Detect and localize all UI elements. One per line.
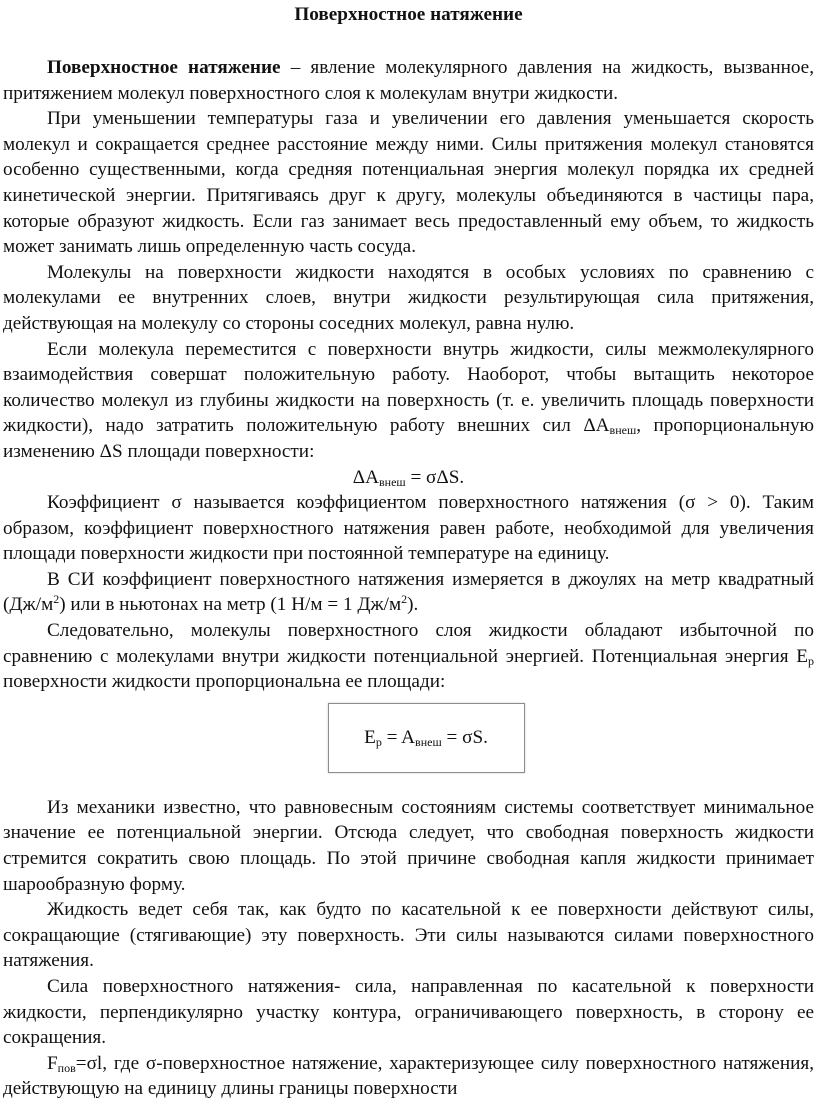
formula-energy-e: E [364,726,376,748]
paragraph-equilibrium: Из механики известно, что равновесным состояниям системы соответствует минимальное значение ее потенциальной энергии. Отсюда следует, что свободная поверхность жидкости стремится сократить свою площадь. По этой причине свободная капля жидкости принимает шарообразную форму. [3,796,814,895]
formula-energy-sub-ext: внеш [415,734,442,749]
page-title: Поверхностное натяжение [294,4,523,25]
paragraph-gas-liquid: При уменьшении температуры газа и увеличении его давления уменьшается скорость молекул и сокращается среднее расстояние между ними. Силы притяжения молекул становятся особенно существенными, когда средняя потенциальная энергия молекул порядка их средней кинетической энергии. Притягиваясь друг к другу, молекулы объединяются в частицы пара, которые образуют жидкость. Если газ занимает весь предоставленный ему объем, то жидкость может занимать лишь определенную часть сосуда. [3,108,814,258]
definition-text: – явление молекулярного давления на жидкость, вызванное, притяжением молекул поверхностного слоя к молекулам внутри жидкости. [3,57,814,104]
paragraph-work-text-b: , пропорциональную изменению ΔS площади поверхности: [3,415,814,462]
force-formula-subscript: пов [57,1060,76,1075]
formula-work-lhs: ΔA [352,466,379,488]
paragraph-force-definition: Сила поверхностного натяжения- сила, направленная по касательной к поверхности жидкости, перпендикулярно участку контура, ограничивающего поверхность, в сторону ее сокращения. [3,976,814,1049]
paragraph-tangent-forces: Жидкость ведет себя так, как будто по касательной к ее поверхности действуют силы, сокращающие (стягивающие) эту поверхность. Эти силы называются силами поверхностного натяжения. [3,899,814,972]
si-units-sup-2: 2 [401,592,408,607]
potential-energy-subscript: p [808,653,814,668]
si-units-text-a: В СИ коэффициент поверхностного натяжения измеряется в джоулях на метр квадратный (Дж/м [3,568,814,616]
paragraph-force-formula [3,1051,814,1102]
force-formula-text: =σl, где σ-поверхностное натяжение, характеризующее силу поверхностного натяжения, действующую на единицу длины границы поверхности [3,1052,814,1100]
defined-term: Поверхностное натяжение [47,57,281,78]
si-units-text-c: ). [407,594,419,616]
paragraph-potential-energy [3,618,814,695]
paragraph-work [3,337,814,465]
paragraph-coefficient: Коэффициент σ называется коэффициентом поверхностного натяжения (σ > 0). Таким образом, коэффициент поверхностного натяжения равен работе, необходимой для увеличения площади поверхности жидкости при постоянной температуре на единицу. [3,492,814,565]
paragraph-work-text-a: Если молекула переместится с поверхности внутрь жидкости, силы межмолекулярного взаимодействия совершат положительную работу. Наоборот, чтобы вытащить некоторое количество молекул из глубины жидкости на поверхность (т. е. увеличить площадь поверхности жидкости), надо затратить положительную работу внешних сил ΔA [3,338,814,437]
formula-work-rhs: = σΔS. [405,466,465,488]
paragraph-surface-molecules: Молекулы на поверхности жидкости находятся в особых условиях по сравнению с молекулами ее внутренних слоев, внутри жидкости результирующая сила притяжения, действующая на молекулу со стороны соседних молекул, равна нулю. [3,261,814,334]
formula-energy-box [328,703,525,773]
force-formula-f: F [47,1052,58,1074]
potential-energy-text-a: Следовательно, молекулы поверхностного слоя жидкости обладают избыточной по сравнению с молекулами внутри жидкости потенциальной энергией. Потенциальная энергия E [3,620,814,667]
paragraph-definition [3,55,814,106]
formula-energy-rhs: = σS. [441,726,488,748]
si-units-text-b: ) или в ньютонах на метр (1 Н/м = 1 Дж/м [59,594,402,616]
potential-energy-text-b: поверхности жидкости пропорциональна ее площади: [3,671,446,693]
si-units-sup-1: 2 [53,592,60,607]
formula-energy-sub-p: p [375,734,382,749]
formula-energy-a: = A [381,726,416,748]
formula-energy-wrapper [3,703,814,773]
paragraph-work-subscript: внеш [609,423,637,438]
paragraph-si-units [3,567,814,618]
formula-work [3,465,814,491]
formula-work-subscript: внеш [378,474,406,489]
